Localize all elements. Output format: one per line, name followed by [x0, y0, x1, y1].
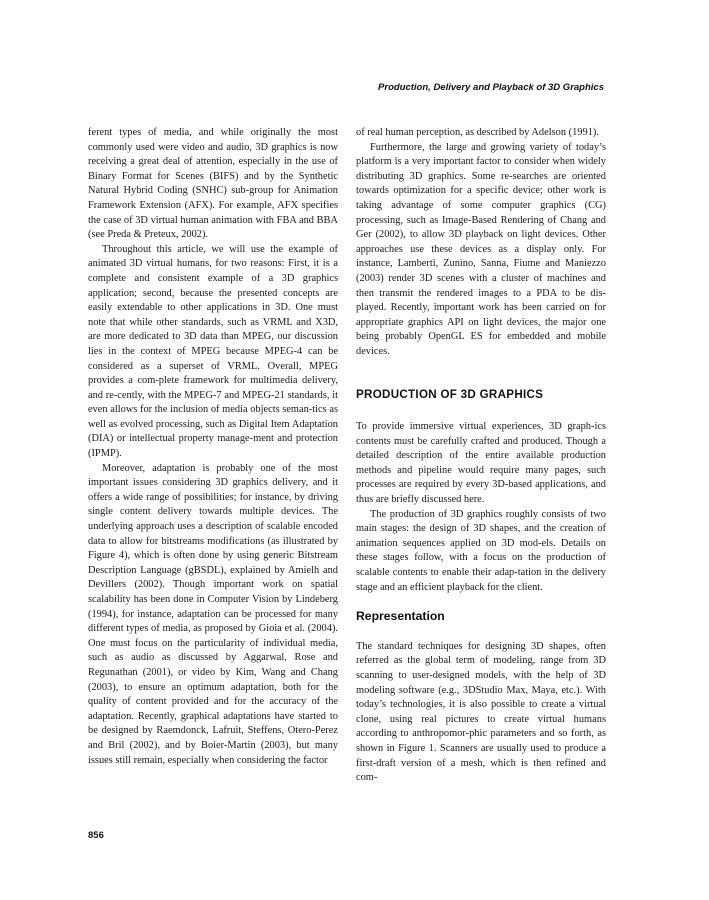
- paragraph: The standard techniques for designing 3D shapes, often referred as the global term of modeling, range from 3D scanning to user-designed models, with the help of 3D modeling software (e.g., 3DStudio Max, Maya, etc.). With today’s technologies, it is also possible to create a virtual clone, using real pictures to create virtual humans according to anthropomor-phic parameters and so forth, as shown in Figure 1. Scanners are usually used to produce a first-draft version of a mesh, which is then refined and com-: [356, 640, 606, 784]
- paragraph: of real human perception, as described by Adelson (1991).: [356, 127, 599, 138]
- paragraph: Throughout this article, we will use the example of animated 3D virtual humans, for two reasons: First, it is a complete and consistent example of a 3D graphics application; second, because the presented concepts are easily extendable to other applications in 3D. One must note that while other standards, such as VRML and X3D, are more dedicated to 3D data than MPEG, our discussion lies in the context of MPEG because MPEG-4 can be considered as a superset of VRML. Overall, MPEG provides a com-plete framework for multimedia delivery, and re-cently, with the MPEG-7 and MPEG-21 standards, it even allows for the inclusion of media objects seman-tics as well as evolved processing, such as Digital Item Adaptation (DIA) or intellectual property manage-ment and protection (IPMP).: [88, 243, 338, 460]
- subsection-heading: Representation: [356, 609, 445, 624]
- right-column: [356, 126, 606, 786]
- paragraph: Furthermore, the large and growing variety of today’s platform is a very important factor to consider when widely distributing 3D graphics. Some re-searches are oriented towards optimization for a specific device; other work is taking advantage of some computer graphics (CG) processing, such as Image-Based Rendering of Chang and Ger (2002), to allow 3D playback on light devices. Other approaches use these devices as a display only. For instance, Lamberti, Zunino, Sanna, Fiume and Maniezzo (2003) render 3D scenes with a cluster of machines and then transmit the rendered images to a PDA to be dis-played. Recently, important work has been carried on for appropriate graphics API on light devices, the major one being probably OpenGL ES for embedded and mobile devices.: [356, 141, 606, 357]
- running-header: Production, Delivery and Playback of 3D Graphics: [378, 82, 604, 93]
- paragraph: Moreover, adaptation is probably one of the most important issues considering 3D graphics delivery, and it offers a wide range of possibilities; for instance, by driving single content delivery towards multiple devices. The underlying approach uses a description of scalable encoded data to allow for bitstreams modifications (as illustrated by Figure 4), which is often done by using generic Bitstream Description Language (gBSDL), explained by Amielh and Devillers (2002). Though important work on spatial scalability has been done in Computer Vision by Lindeberg (1994), for instance, adaptation can be processed for many different types of media, as proposed by Gioia et al. (2004). One must focus on the particularity of individual media, such as audio as discussed by Aggarwal, Rose and Regunathan (2001), or video by Kim, Wang and Chang (2003), to ensure an optimum adaptation, both for the quality of content provided and for the accuracy of the adaptation. Recently, graphical adaptations have started to be designed by Raemdonck, Lafruit, Steffens, Otero-Perez and Bril (2002), and by Boier-Martin (2003), but many issues still remain, especially when considering the factor: [88, 462, 338, 766]
- page-number: 856: [88, 830, 104, 841]
- paragraph: The production of 3D graphics roughly consists of two main stages: the design of 3D shapes, and the creation of animation sequences applied on 3D mod-els. Details on these stages follow, with a focus on the production of scalable contents to enable their adap-tation in the delivery stage and an efficient playback for the client.: [356, 508, 606, 593]
- paragraph: To provide immersive virtual experiences, 3D graph-ics contents must be carefully crafted and produced. Though a detailed description of the entire available production methods and pipeline would require many pages, such processes are required by every 3D-based applications, and thus are briefly discussed here.: [356, 421, 606, 506]
- left-column: [88, 126, 338, 768]
- section-heading: PRODUCTION OF 3D GRAPHICS: [356, 387, 544, 401]
- paragraph: ferent types of media, and while originally the most commonly used were video and audio, 3D graphics is now receiving a great deal of attention, especially in the use of Binary Format for Scenes (BIFS) and by the Synthetic Natural Hybrid Coding (SNHC) sub-group for Animation Framework Extension (AFX). For example, AFX specifies the case of 3D virtual human animation with FBA and BBA (see Preda & Preteux, 2002).: [88, 127, 338, 241]
